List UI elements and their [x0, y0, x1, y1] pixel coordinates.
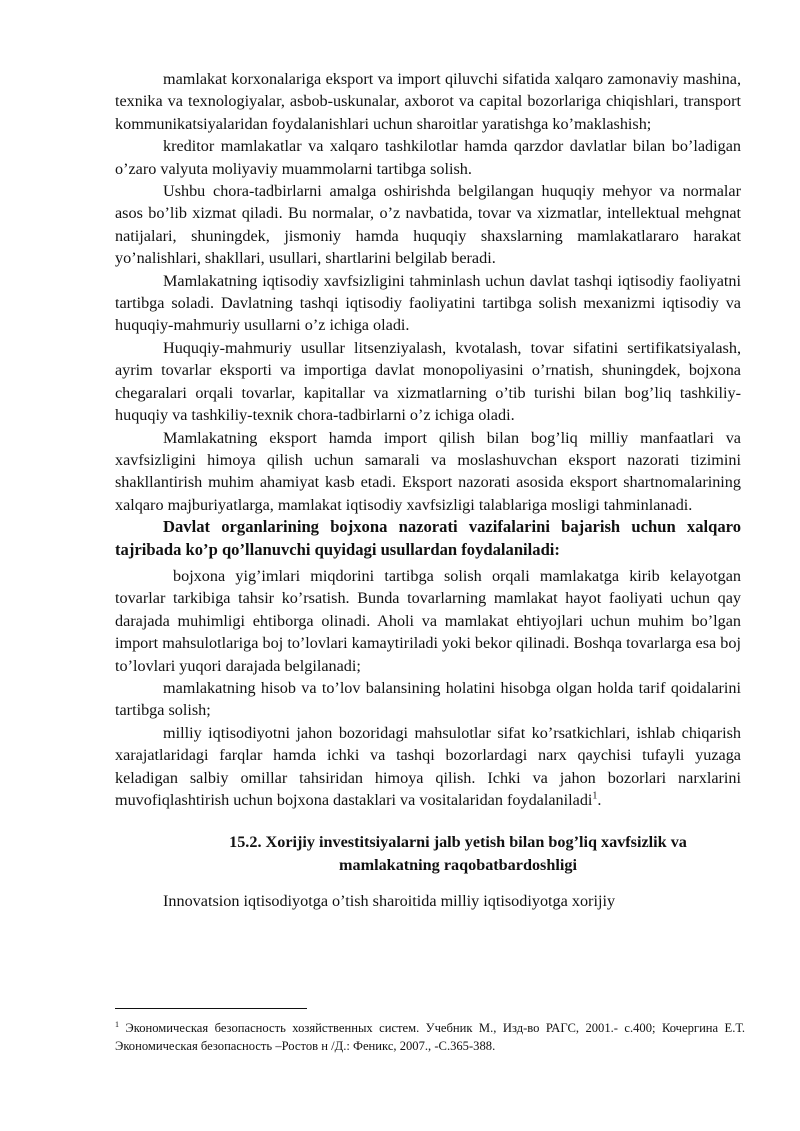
- paragraph: Mamlakatning eksport hamda import qilish bilan bog’liq milliy manfaatlari va xavfsizligini himoya qilish uchun samarali va moslashuvchan eksport nazorati tizimini shakllantirish muhim ahamiyat kasb etadi. Eksport nazorati asosida eksport shartnomalarining xalqaro majburiyatlarga, mamlakat iqtisodiy xavfsizligi talablariga mosligi tahminlanadi.: [115, 428, 741, 514]
- section-heading-line: 15.2. Xorijiy investitsiyalarni jalb yetish bilan bog’liq xavfsizlik va: [229, 833, 687, 852]
- paragraph: Innovatsion iqtisodiyotga o’tish sharoitida milliy iqtisodiyotga xorijiy: [163, 892, 616, 911]
- paragraph: mamlakat korxonalariga eksport va import qiluvchi sifatida xalqaro zamonaviy mashina, texnika va texnologiyalar, asbob-uskunalar, axborot va capital bozorlariga chiqishlari, transport kommunikatsiyalaridan foydalanishlari uchun sharoitlar yaratishga ko’maklashish;: [115, 70, 741, 133]
- footnote-reference: 1: [592, 790, 598, 802]
- paragraph: kreditor mamlakatlar va xalqaro tashkilotlar hamda qarzdor davlatlar bilan bo’ladigan o’zaro valyuta moliyaviy muammolarni tartibga solish.: [115, 137, 741, 178]
- footnote-divider: [115, 1008, 307, 1009]
- list-paragraph-with-footnote: [115, 722, 741, 812]
- list-paragraph-text: milliy iqtisodiyotni jahon bozoridagi mahsulotlar sifat ko’rsatkichlari, ishlab chiqarish xarajatlaridagi farqlar hamda ichki va tashqi bozorlardagi narx qaychisi tufayli yuzaga keladigan salbiy omillar tahsiridan himoya qilish. Ichki va jahon bozorlari narxlarini muvofiqlashtirish uchun bojxona dastaklari va vositalaridan foydalaniladi: [115, 723, 741, 809]
- list-paragraph: bojxona yig’imlari miqdorini tartibga solish orqali mamlakatga kirib kelayotgan tovarlar tarkibiga tahsir ko’rsatish. Bunda tovarlarning mamlakat hayot faoliyati uchun qay darajada muhimligi ehtiborga olinadi. Aholi va mamlakat ehtiyojlari uchun muhim bo’lgan import mahsulotlariga boj to’lovlari kamaytiriladi yoki bekor qilinadi. Boshqa tovarlarga esa boj to’lovlari yuqori darajada belgilanadi;: [115, 566, 741, 675]
- bold-lead-paragraph: Davlat organlarining bojxona nazorati vazifalarini bajarish uchun xalqaro tajribada ko’p qo’llanuvchi quyidagi usullardan foydalaniladi:: [115, 517, 741, 559]
- section-heading: [115, 831, 741, 876]
- body-text: [115, 68, 741, 913]
- paragraph: Ushbu chora-tadbirlarni amalga oshirishda belgilangan huquqiy mehyor va normalar asos bo’lib xizmat qiladi. Bu normalar, o’z navbatida, tovar va xizmatlar, intellektual mehgnat natijalari, shuningdek, jismoniy hamda huquqiy shaxslarning mamlakatlararo harakat yo’nalishlari, shakllari, usullari, shartlarini belgilab beradi.: [115, 182, 741, 268]
- footnote-marker: 1: [115, 1019, 119, 1029]
- list-paragraph: mamlakatning hisob va to’lov balansining holatini hisobga olgan holda tarif qoidalarini tartibga solish;: [115, 678, 741, 720]
- section-heading-line: mamlakatning raqobatbardoshligi: [339, 855, 577, 874]
- footnote-text: Экономическая безопасность хозяйственных систем. Учебник М., Изд-во РАГС, 2001.- с.400; Кочергина Е.Т. Экономическая безопасность –Ростов н /Д.: Феникс, 2007., -С.365-388.: [115, 1021, 745, 1053]
- paragraph: Huquqiy-mahmuriy usullar litsenziyalash, kvotalash, tovar sifatini sertifikatsiyalash, ayrim tovarlar eksporti va importiga davlat monopoliyasini o’rnatish, shuningdek, bojxona chegaralari orqali tovarlar, kapitallar va xizmatlarning o’tib turishi bilan bog’liq tashkiliy-huquqiy va tashkiliy-texnik chora-tadbirlarni o’z ichiga oladi.: [115, 338, 741, 425]
- footnote: [115, 1019, 745, 1055]
- paragraph: Mamlakatning iqtisodiy xavfsizligini tahminlash uchun davlat tashqi iqtisodiy faoliyatni tartibga soladi. Davlatning tashqi iqtisodiy faoliyatini tartibga solish mexanizmi iqtisodiy va huquqiy-mahmuriy usullarni o’z ichiga oladi.: [115, 271, 741, 335]
- period: .: [597, 791, 602, 809]
